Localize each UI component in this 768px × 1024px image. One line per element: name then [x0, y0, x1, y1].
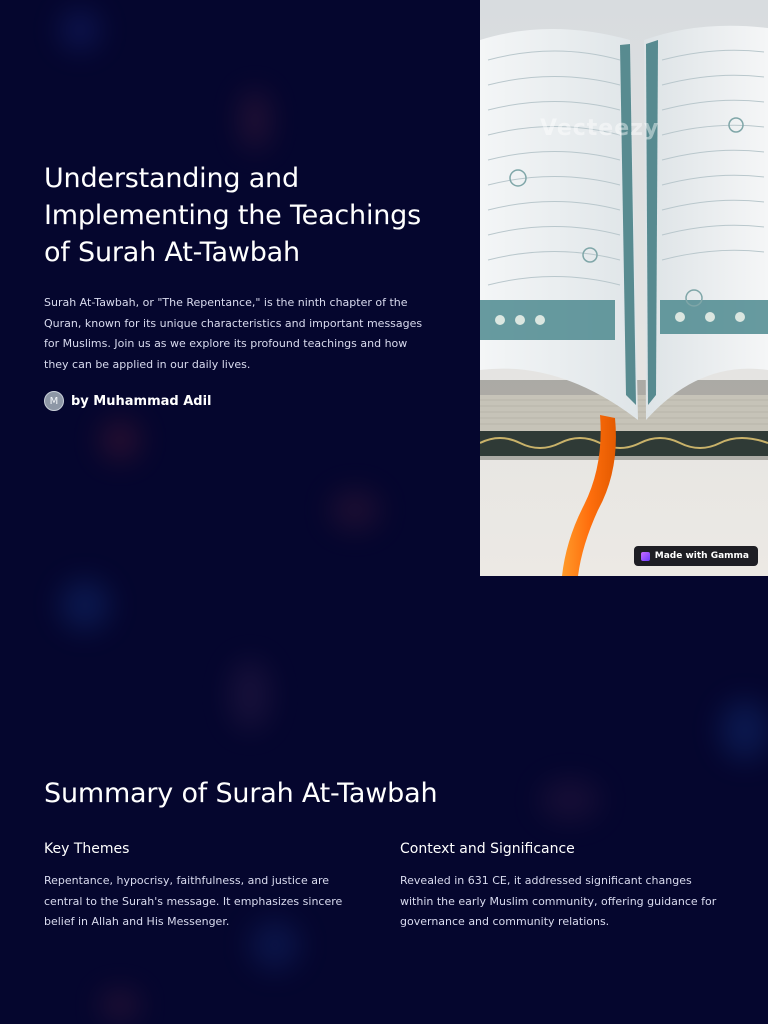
image-watermark: Vecteezy: [540, 116, 660, 141]
author-name: by Muhammad Adil: [71, 393, 212, 409]
background-bokeh: [100, 990, 140, 1020]
card-body: Revealed in 631 CE, it addressed significant changes within the early Muslim community, offering guidance for governance and community relations.: [400, 874, 717, 928]
avatar: M: [44, 391, 64, 411]
context-significance-card: [400, 841, 724, 933]
author-byline[interactable]: [44, 391, 444, 411]
key-themes-card: [44, 841, 368, 933]
hero-description: Surah At-Tawbah, or "The Repentance," is the ninth chapter of the Quran, known for its unique characteristics and important messages for Muslims. Join us as we explore its profound teachings and how they can be applied in our daily lives.: [44, 296, 423, 371]
summary-section: [44, 778, 734, 933]
background-bokeh: [230, 660, 270, 730]
badge-label: Made with Gamma: [654, 551, 749, 561]
gamma-logo-icon: [641, 552, 650, 561]
made-with-gamma-badge[interactable]: [634, 546, 758, 566]
card-title: Context and Significance: [400, 841, 575, 857]
hero-text-block: [44, 160, 444, 411]
page-title: Understanding and Implementing the Teachings of Surah At-Tawbah: [44, 163, 421, 268]
summary-columns: [44, 841, 734, 933]
background-bokeh: [60, 580, 110, 630]
background-bokeh: [720, 700, 768, 760]
section-title: Summary of Surah At-Tawbah: [44, 778, 438, 809]
open-book-illustration: [480, 0, 768, 576]
card-title: Key Themes: [44, 841, 130, 857]
card-body: Repentance, hypocrisy, faithfulness, and justice are central to the Surah's message. It emphasizes sincere belief in Allah and His Messenger.: [44, 874, 343, 928]
quran-book-image: [480, 0, 768, 576]
